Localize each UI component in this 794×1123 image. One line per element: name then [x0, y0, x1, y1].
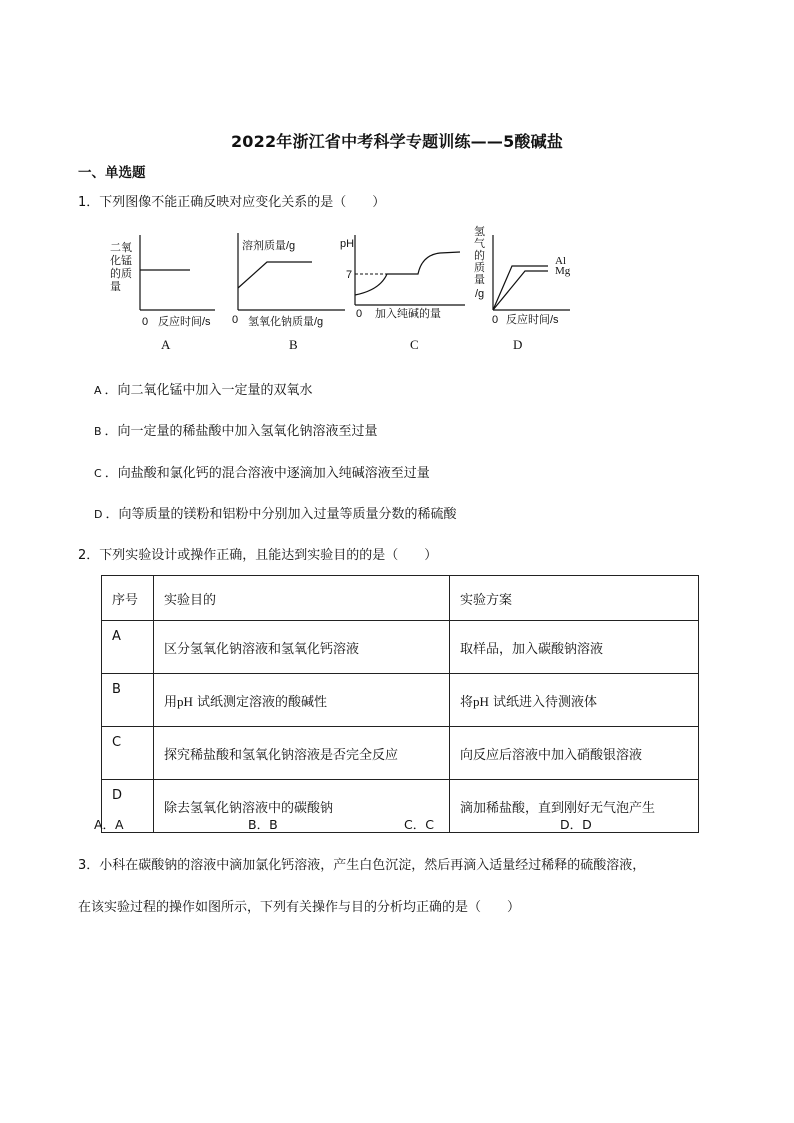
- row-goal: 除去氢氧化钠溶液中的碳酸钠: [154, 780, 450, 833]
- graph-b-origin: 0: [232, 314, 239, 326]
- row-goal-post: 试纸测定溶液的酸碱性: [192, 694, 328, 710]
- graph-b-xlabel: 氢氧化钠质量/g: [248, 316, 324, 328]
- graph-a-letter: A: [161, 337, 171, 352]
- row-plan: 向反应后溶液中加入硝酸银溶液: [450, 727, 699, 780]
- graph-c-mark: 7: [346, 269, 353, 281]
- q1-option-d-text: ．向等质量的镁粉和铝粉中分别加入过量等质量分数的稀硫酸: [105, 507, 457, 522]
- graph-d-ylabel-5: 量: [474, 274, 485, 286]
- q2-answer-b[interactable]: B．B: [248, 817, 278, 832]
- graph-c: [340, 235, 465, 320]
- graph-d-ylabel-2: 气: [474, 238, 485, 250]
- row-goal: 区分氢氧化钠溶液和氢氧化钙溶液: [154, 621, 450, 674]
- graph-a-ylabel-3: 的质: [110, 268, 132, 280]
- q1-option-c-text: ．向盐酸和氯化钙的混合溶液中逐滴加入纯碱溶液至过量: [104, 466, 430, 481]
- row-goal: 探究稀盐酸和氢氧化钠溶液是否完全反应: [154, 727, 450, 780]
- graph-a: [110, 235, 215, 328]
- question-3-stem-line-2: 在该实验过程的操作如图所示，下列有关操作与目的分析均正确的是（ ）: [78, 900, 521, 915]
- question-1-graphs: [100, 225, 600, 330]
- header-id: 序号: [102, 576, 154, 621]
- q2-answer-a[interactable]: A．A: [94, 817, 124, 832]
- q1-option-a-text: ．向二氧化锰中加入一定量的双氧水: [104, 383, 313, 398]
- experiment-table: [101, 575, 699, 833]
- graph-c-ylabel: pH: [340, 238, 355, 250]
- row-plan-pre: 将: [460, 694, 474, 710]
- row-goal-ph: pH: [177, 693, 193, 709]
- row-goal: [154, 674, 450, 727]
- graph-d-series-mg: Mg: [555, 265, 571, 277]
- graph-d-ylabel-1: 氢: [474, 226, 485, 238]
- graph-d-series-al: Al: [555, 255, 566, 267]
- row-id: D: [102, 780, 154, 833]
- page-title: 2022年浙江省中考科学专题训练——5酸碱盐: [230, 132, 564, 151]
- graph-b: [232, 233, 345, 328]
- row-plan: 取样品，加入碳酸钠溶液: [450, 621, 699, 674]
- graph-a-ylabel-1: 二氧: [110, 242, 132, 254]
- graph-c-xlabel: 加入纯碱的量: [375, 308, 441, 320]
- header-goal: 实验目的: [154, 576, 450, 621]
- table-header-row: [102, 576, 699, 621]
- graph-d-xlabel: 反应时间/s: [506, 314, 559, 326]
- row-plan-ph: pH: [473, 693, 489, 709]
- q1-option-a[interactable]: [94, 379, 313, 398]
- row-plan: 滴加稀盐酸，直到刚好无气泡产生: [450, 780, 699, 833]
- header-plan: 实验方案: [450, 576, 699, 621]
- row-plan-post: 试纸进入待测液体: [488, 694, 598, 710]
- section-heading: 一、单选题: [78, 165, 146, 181]
- graph-a-xlabel: 反应时间/s: [158, 316, 211, 328]
- row-id: A: [102, 621, 154, 674]
- row-id: B: [102, 674, 154, 727]
- q1-option-d[interactable]: [94, 503, 457, 522]
- question-2-stem: 2．下列实验设计或操作正确，且能达到实验目的的是（ ）: [78, 548, 438, 563]
- graph-d-ylabel-4: 质: [474, 262, 485, 274]
- question-3-stem-line-1: 3．小科在碳酸钠的溶液中滴加氯化钙溶液，产生白色沉淀，然后再滴入适量经过稀释的硫酸溶液，: [78, 858, 646, 873]
- graph-a-ylabel-4: 量: [110, 281, 121, 293]
- question-1-stem: 1．下列图像不能正确反映对应变化关系的是（ ）: [78, 195, 386, 210]
- q1-option-b-letter: B: [94, 425, 102, 438]
- graph-c-origin: 0: [356, 308, 363, 320]
- q1-option-d-letter: D: [94, 508, 103, 521]
- table-row: [102, 621, 699, 674]
- graph-d: [474, 225, 571, 326]
- q2-answer-c[interactable]: C．C: [404, 817, 434, 832]
- table-row: [102, 674, 699, 727]
- graph-b-ylabel: 溶剂质量/g: [242, 240, 296, 252]
- graph-d-letter: D: [513, 337, 523, 352]
- row-goal-pre: 用: [164, 694, 178, 710]
- q1-option-c-letter: C: [94, 467, 102, 480]
- q1-option-b[interactable]: [94, 420, 378, 439]
- table-row: [102, 727, 699, 780]
- q1-option-c[interactable]: [94, 462, 430, 481]
- row-plan: [450, 674, 699, 727]
- q2-answer-d[interactable]: D．D: [560, 817, 592, 832]
- graph-d-ylabel-3: 的: [474, 250, 485, 262]
- q1-option-b-text: ．向一定量的稀盐酸中加入氢氧化钠溶液至过量: [104, 424, 378, 439]
- graph-a-ylabel-2: 化锰: [110, 255, 132, 267]
- graph-d-ylabel-6: /g: [475, 288, 485, 300]
- graph-c-letter: C: [410, 337, 419, 352]
- q1-option-a-letter: A: [94, 384, 102, 397]
- graph-a-origin: 0: [142, 316, 149, 328]
- graph-d-origin: 0: [492, 314, 499, 326]
- table-row: [102, 780, 699, 833]
- row-id: C: [102, 727, 154, 780]
- graph-b-letter: B: [289, 337, 298, 352]
